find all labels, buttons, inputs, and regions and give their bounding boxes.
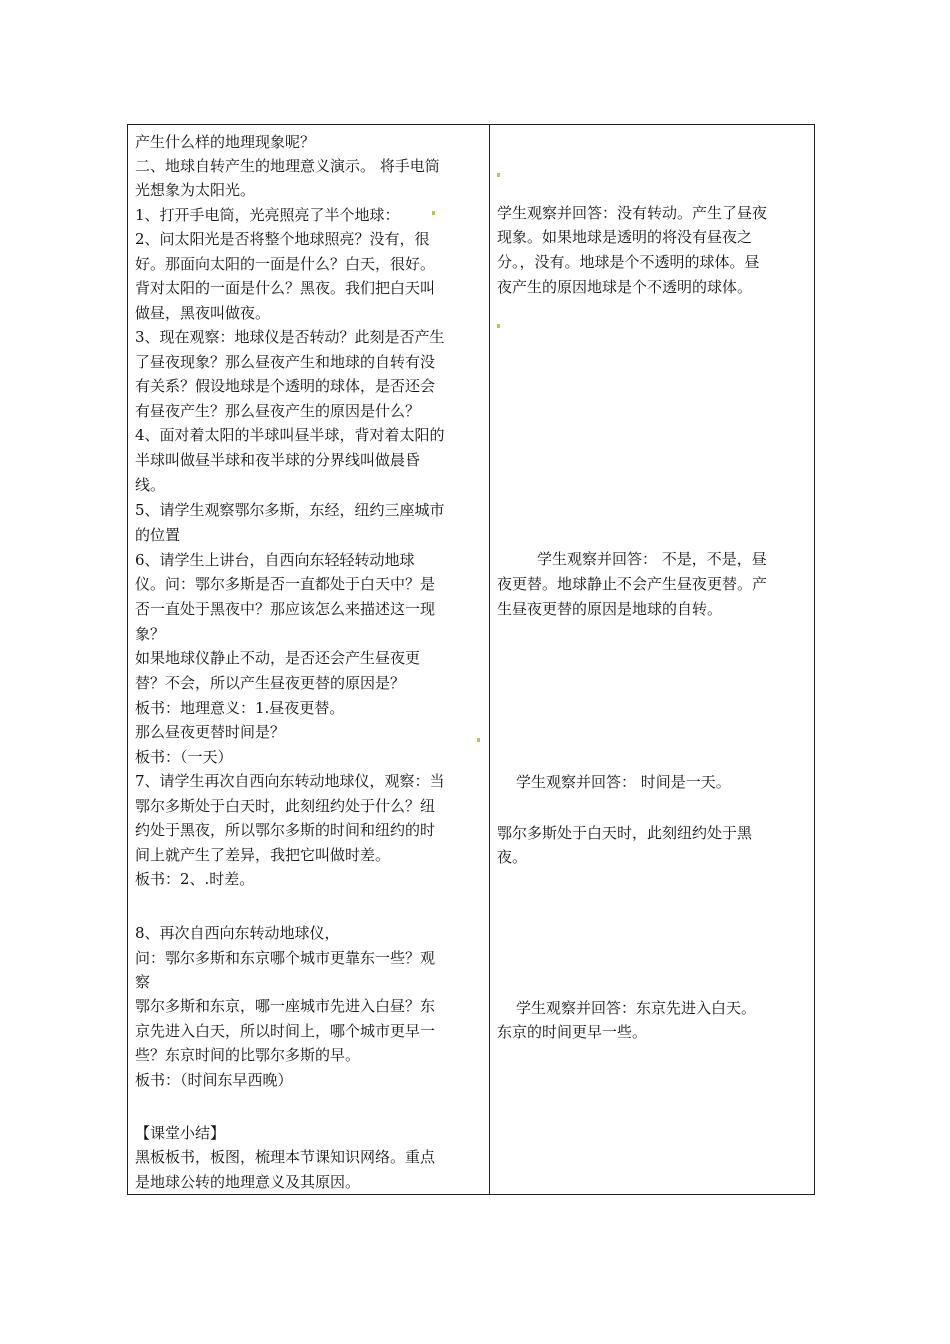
left-line: 板书：（时间东早西晚） (135, 1071, 293, 1089)
left-line: 替？不会，所以产生昼夜更替的原因是？ (135, 674, 406, 692)
right-line: 学生观察并回答： 时间是一天。 (516, 773, 731, 791)
right-line: 夜更替。地球静止不会产生昼夜更替。产 (497, 575, 768, 593)
left-line: 鄂尔多斯处于白天时，此刻纽约处于什么？纽 (135, 797, 436, 815)
left-line: 否一直处于黑夜中？那应该怎么来描述这一现 (135, 600, 436, 618)
right-line: 现象。如果地球是透明的将没有昼夜之 (497, 228, 753, 246)
lesson-plan-table (127, 124, 815, 1195)
left-line: 二、地球自转产生的地理意义演示。 将手电筒 (135, 157, 440, 175)
left-line: 的位置 (135, 526, 181, 544)
right-line: 夜产生的原因地球是个不透明的球体。 (497, 278, 753, 296)
left-line: 间上就产生了差异，我把它叫做时差。 (135, 846, 391, 864)
left-line: 2、问太阳光是否将整个地球照亮？没有，很 (135, 230, 430, 248)
left-line: 鄂尔多斯和东京，哪一座城市先进入白昼？东 (135, 997, 436, 1015)
left-line: 问：鄂尔多斯和东京哪个城市更靠东一些？观 (135, 949, 436, 967)
right-line: 学生观察并回答：东京先进入白天。 (516, 999, 757, 1017)
left-line: 5、请学生观察鄂尔多斯，东经，纽约三座城市 (135, 501, 445, 519)
left-line: 是地球公转的地理意义及其原因。 (135, 1173, 361, 1191)
left-line: 如果地球仪静止不动，是否还会产生昼夜更 (135, 649, 421, 667)
right-line: 分。，没有。地球是个不透明的球体。昼 (497, 253, 760, 271)
left-line: 仪。问：鄂尔多斯是否一直都处于白天中？是 (135, 575, 436, 593)
left-line: 有关系？假设地球是个透明的球体，是否还会 (135, 377, 436, 395)
left-line: 了昼夜现象？那么昼夜产生和地球的自转有没 (135, 353, 436, 371)
left-line: 好。那面向太阳的一面是什么？白天，很好。 (135, 255, 436, 273)
left-line: 做昼，黑夜叫做夜。 (135, 304, 271, 322)
left-line: 光想象为太阳光。 (135, 181, 256, 199)
right-line: 东京的时间更早一些。 (497, 1023, 648, 1041)
left-line: 线。 (135, 476, 166, 494)
left-line: 察 (135, 973, 151, 991)
scan-speck (432, 211, 435, 215)
right-line: 生昼夜更替的原因是地球的自转。 (497, 600, 723, 618)
left-line: 8、再次自西向东转动地球仪， (135, 924, 340, 942)
left-line: 板书：地理意义：1.昼夜更替。 (135, 699, 345, 717)
left-line: 些？东京时间的比鄂尔多斯的早。 (135, 1046, 361, 1064)
left-line: 黑板板书，板图，梳理本节课知识网络。重点 (135, 1148, 436, 1166)
left-line: 半球叫做昼半球和夜半球的分界线叫做晨昏 (135, 451, 421, 469)
left-line: 3、现在观察：地球仪是否转动？此刻是否产生 (135, 328, 445, 346)
left-line: 板书：2、.时差。 (135, 870, 255, 888)
right-line: 鄂尔多斯处于白天时，此刻纽约处于黑 (497, 824, 753, 842)
left-line: 象？ (135, 625, 166, 643)
right-line: 学生观察并回答： 不是，不是，昼 (537, 550, 767, 568)
left-line: 背对太阳的一面是什么？黑夜。我们把白天叫 (135, 279, 436, 297)
left-line: 板书：（一天） (135, 748, 233, 766)
left-line: 有昼夜产生？那么昼夜产生的原因是什么？ (135, 402, 421, 420)
scan-speck (497, 173, 500, 177)
right-line: 学生观察并回答：没有转动。产生了昼夜 (497, 204, 768, 222)
scan-speck (497, 324, 500, 328)
left-line: 那么昼夜更替时间是？ (135, 723, 286, 741)
lesson-summary-heading: 【课堂小结】 (135, 1124, 226, 1142)
left-line: 6、请学生上讲台，自西向东轻轻转动地球 (135, 551, 415, 569)
left-line: 1、打开手电筒，光亮照亮了半个地球： (135, 206, 400, 224)
left-line: 7、请学生再次自西向东转动地球仪，观察：当 (135, 772, 445, 790)
right-line: 夜。 (497, 848, 528, 866)
left-line: 产生什么样的地理现象呢？ (135, 133, 316, 151)
left-line: 约处于黑夜，所以鄂尔多斯的时间和纽约的时 (135, 821, 436, 839)
left-line: 京先进入白天，所以时间上，哪个城市更早一 (135, 1022, 436, 1040)
left-line: 4、面对着太阳的半球叫昼半球，背对着太阳的 (135, 426, 445, 444)
column-divider (489, 125, 490, 1194)
scan-speck (477, 738, 480, 742)
